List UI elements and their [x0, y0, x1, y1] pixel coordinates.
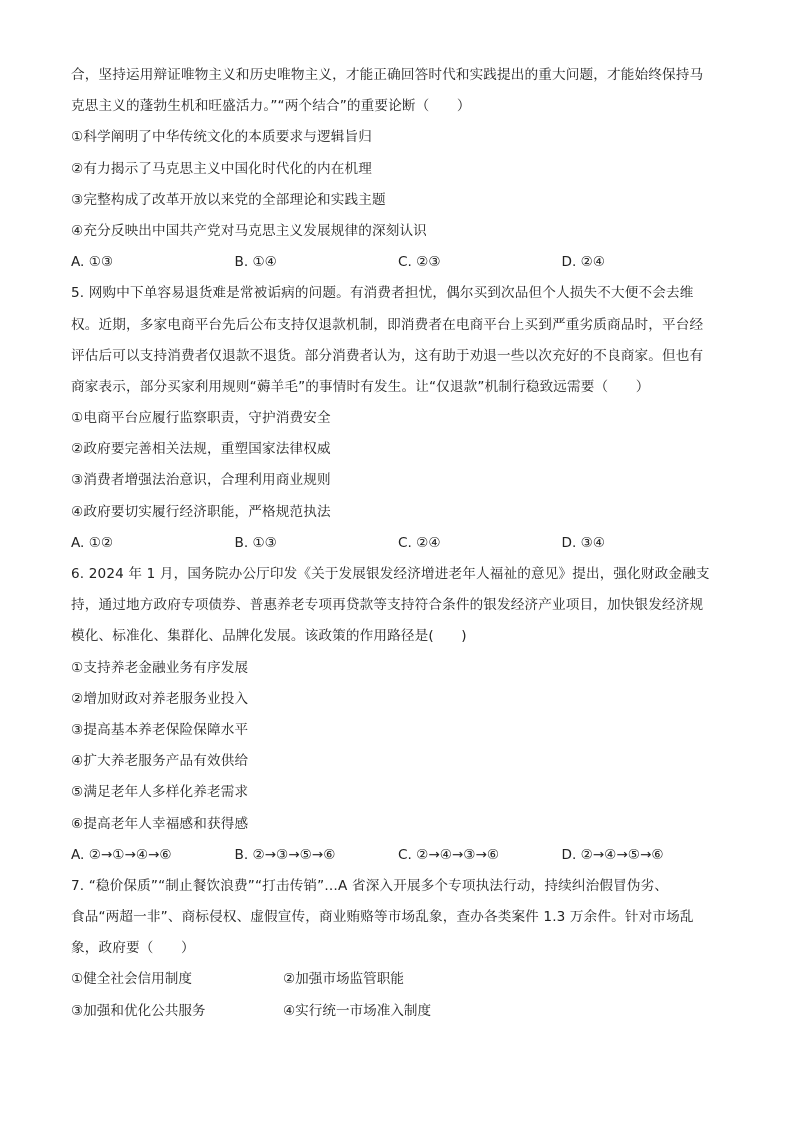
- question-text-line: 权。近期，多家电商平台先后公布支持仅退款机制，即消费者在电商平台上买到严重劣质商品时，平台经: [71, 316, 704, 333]
- option-b: B. ②→③→⑤→⑥: [234, 846, 336, 863]
- statement-item: ④政府要切实履行经济职能，严格规范执法: [71, 503, 331, 520]
- statement-item: ③完整构成了改革开放以来党的全部理论和实践主题: [71, 191, 386, 208]
- statement-item: ①支持养老金融业务有序发展: [71, 659, 249, 676]
- question-text-line: 食品“两超一非”、商标侵权、虚假宣传，商业贿赂等市场乱象，查办各类案件 1.3 万余件。针对市场乱: [71, 909, 694, 926]
- question-text-line: 7. “稳价保质”“制止餐饮浪费”“打击传销”…A 省深入开展多个专项执法行动，持续纠治假冒伪劣、: [71, 877, 669, 894]
- option-b: B. ①③: [234, 534, 277, 551]
- question-6: [71, 559, 726, 871]
- statement-item: ②加强市场监管职能: [283, 971, 404, 988]
- option-c: C. ②③: [398, 254, 441, 271]
- statement-pair: [71, 964, 726, 995]
- answer-options: [71, 528, 726, 559]
- question-text-line: 持，通过地方政府专项债券、普惠养老专项再贷款等支持符合条件的银发经济产业项目，加快银发经济规: [71, 597, 704, 614]
- statement-item: ②增加财政对养老服务业投入: [71, 690, 249, 707]
- statement-item: ③加强和优化公共服务: [71, 1002, 206, 1019]
- question-text-line: 克思主义的蓬勃生机和旺盛活力。”“两个结合”的重要论断（ ）: [71, 98, 471, 115]
- statement-item: ①科学阐明了中华传统文化的本质要求与逻辑旨归: [71, 129, 372, 146]
- statement-item: ②政府要完善相关法规，重塑国家法律权威: [71, 441, 331, 458]
- option-a: A. ①②: [71, 534, 114, 551]
- statement-item: ③提高基本养老保险保障水平: [71, 721, 249, 738]
- question-4: [71, 60, 726, 278]
- question-text-line: 合，坚持运用辩证唯物主义和历史唯物主义，才能正确回答时代和实践提出的重大问题，才能始终保持马: [71, 67, 704, 83]
- question-text-line: 模化、标准化、集群化、品牌化发展。该政策的作用路径是( ): [71, 628, 467, 645]
- exam-page: [71, 60, 726, 1027]
- statement-item: ④实行统一市场准入制度: [283, 1002, 432, 1019]
- statement-item: ③消费者增强法治意识，合理利用商业规则: [71, 472, 331, 489]
- answer-options: [71, 247, 726, 278]
- option-d: D. ②④: [561, 254, 605, 271]
- statement-item: ①电商平台应履行监察职责，守护消费安全: [71, 410, 331, 427]
- question-text-line: 商家表示，部分买家利用规则“薅羊毛”的事情时有发生。让“仅退款”机制行稳致远需要（ ）: [71, 378, 650, 395]
- option-a: A. ①③: [71, 254, 114, 271]
- option-c: C. ②→④→③→⑥: [398, 846, 500, 863]
- answer-options: [71, 840, 726, 871]
- option-b: B. ①④: [234, 254, 277, 271]
- question-5: [71, 278, 726, 559]
- question-text-line: 5. 网购中下单容易退货难是常被诟病的问题。有消费者担忧，偶尔买到次品但个人损失不大便不会去维: [71, 285, 694, 302]
- question-text-line: 评估后可以支持消费者仅退款不退货。部分消费者认为，这有助于劝退一些以次充好的不良商家。但也有: [71, 347, 704, 364]
- question-text-line: 象，政府要（ ）: [71, 940, 195, 957]
- question-7: [71, 871, 726, 1027]
- statement-item: ④充分反映出中国共产党对马克思主义发展规律的深刻认识: [71, 222, 427, 239]
- statement-item: ⑤满足老年人多样化养老需求: [71, 784, 249, 801]
- statement-item: ②有力揭示了马克思主义中国化时代化的内在机理: [71, 160, 372, 177]
- question-text-line: 6. 2024 年 1 月，国务院办公厅印发《关于发展银发经济增进老年人福祉的意见》提出，强化财政金融支: [71, 566, 710, 582]
- statement-item: ⑥提高老年人幸福感和获得感: [71, 815, 249, 832]
- option-d: D. ②→④→⑤→⑥: [561, 846, 664, 863]
- statement-pair: [71, 996, 726, 1027]
- option-a: A. ②→①→④→⑥: [71, 846, 172, 863]
- option-c: C. ②④: [398, 534, 441, 551]
- statement-item: ④扩大养老服务产品有效供给: [71, 753, 249, 770]
- option-d: D. ③④: [561, 534, 605, 551]
- statement-item: ①健全社会信用制度: [71, 971, 192, 988]
